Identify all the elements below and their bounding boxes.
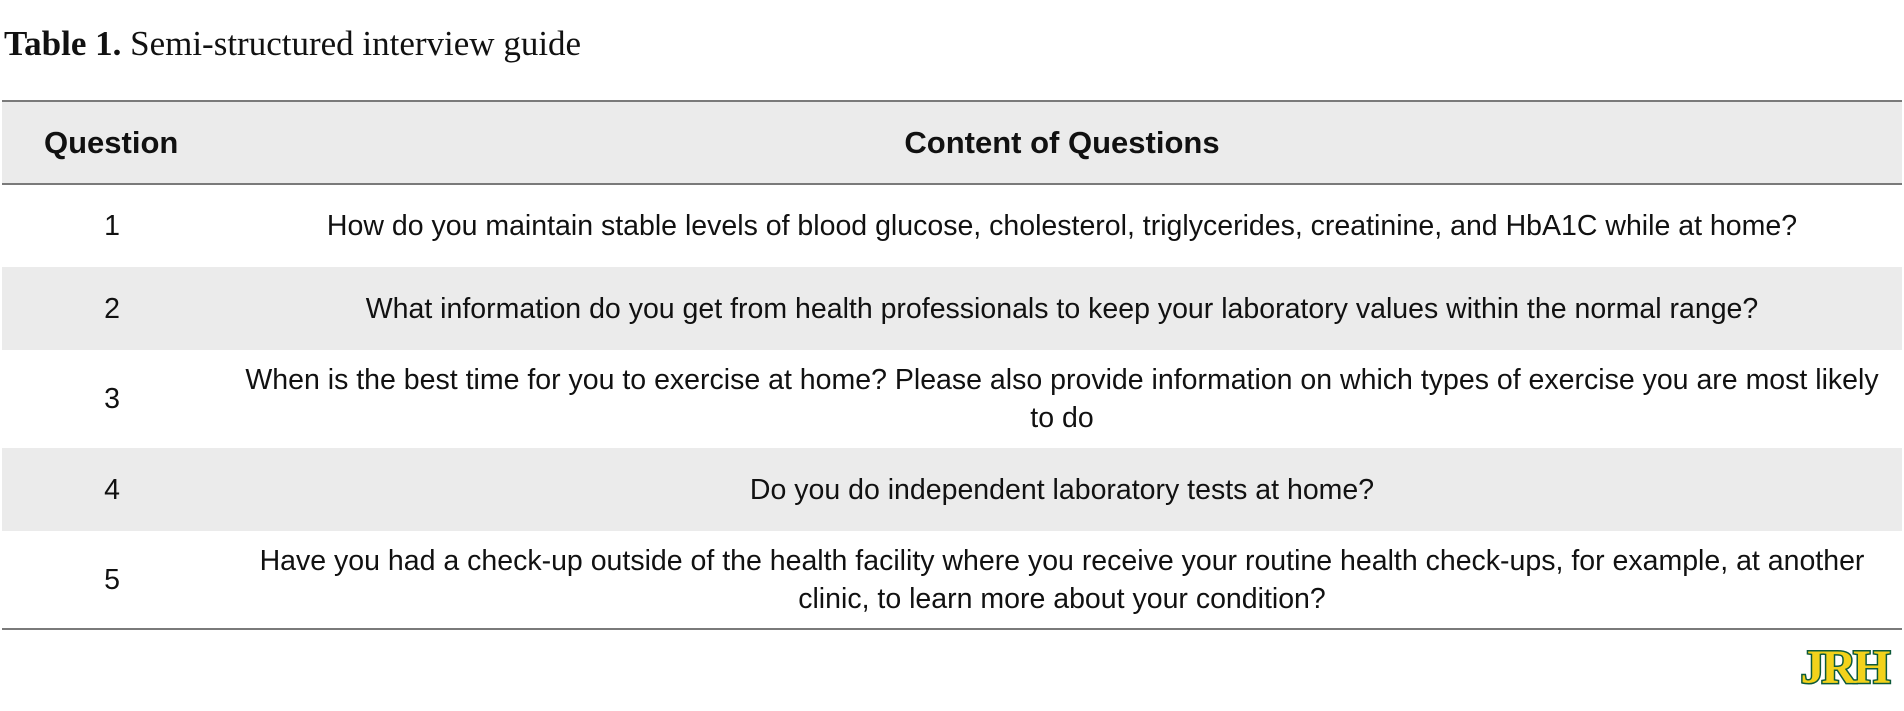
table-row [2, 267, 1902, 350]
question-content: How do you maintain stable levels of blood glucose, cholesterol, triglycerides, creatinine, and HbA1C while at home? [326, 210, 1798, 242]
table-caption [4, 22, 581, 66]
interview-guide-table-container [2, 100, 1902, 630]
question-number: 4 [104, 473, 120, 506]
table-row [2, 184, 1902, 267]
interview-guide-table [2, 100, 1902, 630]
header-row [2, 101, 1902, 184]
svg-text:JRH: JRH [1800, 641, 1888, 689]
table-body [2, 184, 1902, 629]
question-number: 2 [104, 292, 120, 325]
question-content: Do you do independent laboratory tests at home? [749, 473, 1375, 506]
table-row [2, 448, 1902, 531]
question-number: 3 [104, 383, 120, 415]
question-number: 5 [104, 563, 120, 596]
header-question: Question [44, 124, 179, 160]
caption-label: Table 1. [4, 24, 122, 63]
question-content: What information do you get from health professionals to keep your laboratory values within the normal range? [365, 292, 1759, 325]
question-content: When is the best time for you to exercise at home? Please also provide information on which types of exercise you are most likely to do [245, 364, 1879, 434]
table-row [2, 531, 1902, 629]
table-header [2, 101, 1902, 184]
question-number: 1 [104, 210, 120, 242]
table-row [2, 350, 1902, 448]
question-content: Have you had a check-up outside of the health facility where you receive your routine health check-ups, for example, at another clinic, to learn more about your condition? [259, 544, 1865, 615]
caption-title: Semi-structured interview guide [130, 24, 582, 63]
jrh-logo [1788, 641, 1900, 689]
header-content: Content of Questions [904, 124, 1220, 160]
